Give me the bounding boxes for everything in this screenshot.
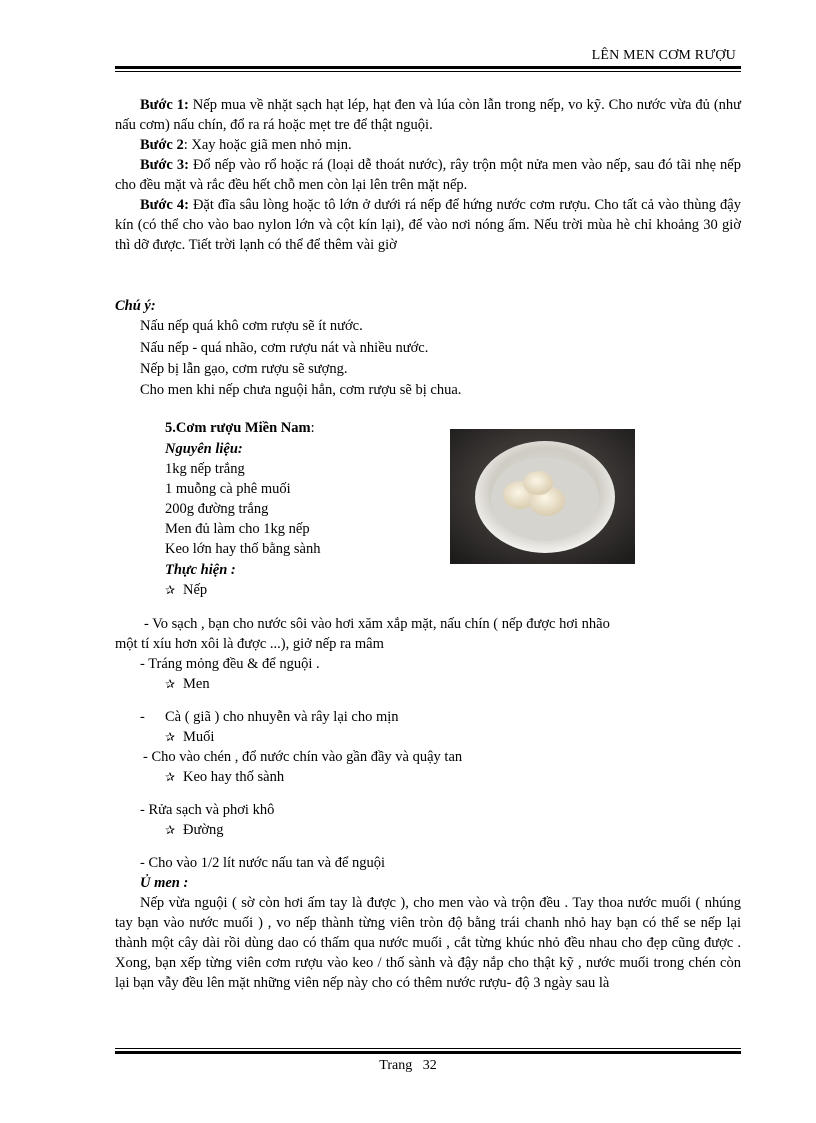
footer-rule-thick [115, 1051, 741, 1054]
step-3 [115, 155, 741, 195]
footer-rule-thin [115, 1048, 741, 1049]
ingredients-title: Nguyên liệu: [165, 441, 243, 457]
method-title: Thực hiện : [165, 562, 236, 578]
star-icon: ✰ [165, 730, 176, 744]
star-icon: ✰ [165, 823, 176, 837]
page-number: Trang 32 [379, 1058, 437, 1073]
method-item-keo [165, 767, 284, 787]
method-dash: - [140, 709, 145, 725]
step-label: Bước 2 [140, 137, 184, 153]
recipe-title [165, 418, 315, 438]
note-line: Nấu nếp quá khô cơm rượu sẽ ít nước. [140, 318, 363, 334]
step-label: Bước 4: [140, 197, 189, 213]
method-item-muoi [165, 727, 214, 747]
u-men-text: Nếp vừa nguội ( sờ còn hơi ấm tay là được ), cho men vào và trộn đều . Tay thoa nước muối ( nhúng tay bạn vào nước muối ) , vo nếp thành từng viên tròn độ bằng trái chanh nhỏ hay bạn có thể se nếp lại thành một cây dài rồi dùng dao có thấm qua nước muối , cắt từng khúc nhỏ đều nhau cho đẹp cũng được . Xong, bạn xếp từng viên cơm rượu vào keo / thố sành và đậy nắp cho thật kỹ , nước muối trong chén còn lại bạn vẫy đều lên mặt những viên nếp này cho có thêm nước rượu- độ 3 ngày sau là [115, 895, 741, 991]
step-label: Bước 1: [140, 97, 189, 113]
note-line: Cho men khi nếp chưa nguội hẳn, cơm rượu sẽ bị chua. [140, 382, 462, 398]
note-title: Chú ý: [115, 298, 156, 314]
method-item-title: Đường [183, 822, 224, 838]
step-1 [115, 95, 741, 135]
method-line: một tí xíu hơn xôi là được ...), giở nếp ra mâm [115, 636, 384, 652]
ingredient-item: 200g đường trắng [165, 501, 269, 517]
ingredient-item: Men đủ làm cho 1kg nếp [165, 521, 310, 537]
method-item-men [165, 674, 210, 694]
star-icon: ✰ [165, 677, 176, 691]
method-line: - Vo sạch , bạn cho nước sôi vào hơi xăm xắp mặt, nấu chín ( nếp được hơi nhão [144, 616, 610, 632]
step-label: Bước 3: [140, 157, 189, 173]
method-item-title: Nếp [183, 582, 208, 598]
method-line: - Rửa sạch và phơi khô [140, 802, 275, 818]
step-text: : Xay hoặc giã men nhỏ mịn. [183, 137, 352, 153]
ingredient-item: 1 muỗng cà phê muối [165, 481, 291, 497]
ingredient-item: 1kg nếp trắng [165, 461, 245, 477]
header-rule-thin [115, 71, 741, 72]
ingredient-item: Keo lớn hay thố bằng sành [165, 541, 321, 557]
method-item-title: Keo hay thố sành [183, 769, 285, 785]
method-item-title: Men [183, 676, 210, 692]
method-item-title: Muối [183, 729, 215, 745]
note-line: Nếp bị lẫn gạo, cơm rượu sẽ sượng. [140, 361, 348, 377]
method-nep-text [115, 614, 741, 654]
recipe-title-text: 5.Cơm rượu Miền Nam [165, 420, 311, 436]
step-text: Đặt đĩa sâu lòng hoặc tô lớn ở dưới rá nếp để hứng nước cơm rượu. Cho tất cả vào thùng đậy kín (có thể cho vào bao nylon lớn và cột kín lại), để vào nơi nóng ấm. Nếu trời mùa hè chỉ khoảng 30 giờ thì dỡ được. Tiết trời lạnh có thể để thêm vài giờ [115, 197, 741, 253]
method-line: - Cho vào chén , đổ nước chín vào gần đầy và quậy tan [143, 749, 463, 765]
note-line: Nấu nếp - quá nhão, cơm rượu nát và nhiều nước. [140, 340, 429, 356]
method-line: - Cho vào 1/2 lít nước nấu tan và để nguội [140, 855, 386, 871]
step-2 [115, 135, 741, 155]
method-line: Cà ( giã ) cho nhuyễn và rây lại cho mịn [165, 709, 399, 725]
method-item-nep [165, 580, 207, 600]
header-rule-thick [115, 66, 741, 69]
u-men-title: Ủ men : [140, 875, 189, 891]
steps-block [115, 95, 741, 255]
step-text: Đổ nếp vào rổ hoặc rá (loại dễ thoát nước), rây trộn một nửa men vào nếp, sau đó tãi nhẹ nếp cho đều mặt và rắc đều hết chỗ men còn lại lên trên mặt nếp. [115, 157, 741, 193]
com-ruou-photo [450, 429, 635, 564]
recipe-title-colon: : [310, 420, 315, 436]
method-item-duong [165, 820, 224, 840]
step-text: Nếp mua về nhặt sạch hạt lép, hạt đen và lúa còn lẫn trong nếp, vo kỹ. Cho nước vừa đủ (như nấu cơm) nấu chín, đổ ra rá hoặc mẹt tre để thật nguội. [115, 97, 742, 133]
star-icon: ✰ [165, 770, 176, 784]
header-title: LÊN MEN CƠM RƯỢU [591, 48, 736, 63]
star-icon: ✰ [165, 583, 176, 597]
method-line: - Tráng mỏng đều & để nguội . [140, 656, 320, 672]
step-4 [115, 195, 741, 255]
